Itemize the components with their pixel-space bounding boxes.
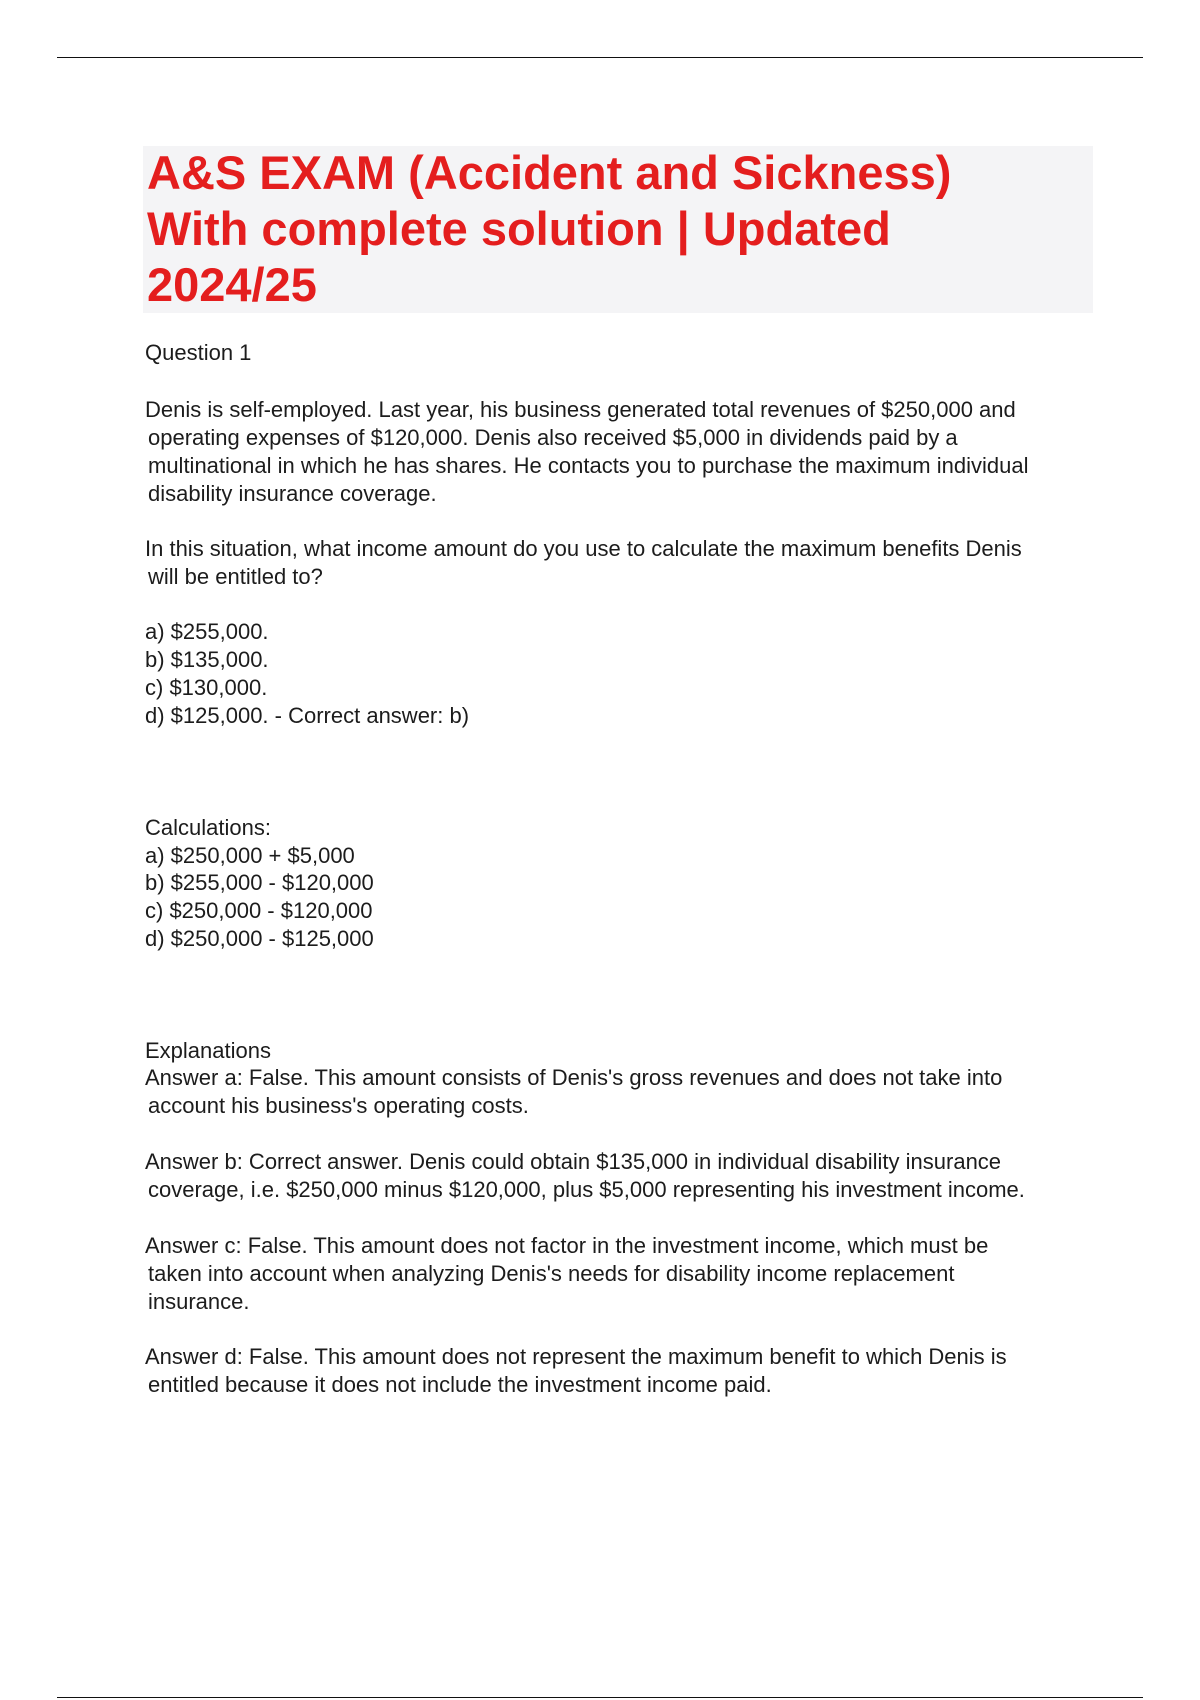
explanation-a-line: Answer a: False. This amount consists of Denis's gross revenues and does not take into — [145, 1065, 1003, 1090]
explanation-c-line: taken into account when analyzing Denis's needs for disability income replacement — [148, 1261, 955, 1286]
explanation-d-line: entitled because it does not include the investment income paid. — [148, 1372, 772, 1397]
question-text-line: multinational in which he has shares. He contacts you to purchase the maximum individual — [148, 453, 1029, 478]
answer-option-c: c) $130,000. — [145, 675, 268, 700]
question-text-line: operating expenses of $120,000. Denis also received $5,000 in dividends paid by a — [148, 425, 958, 450]
answer-option-b: b) $135,000. — [145, 647, 269, 672]
explanation-b-line: coverage, i.e. $250,000 minus $120,000, plus $5,000 representing his investment income. — [148, 1177, 1025, 1202]
question-prompt-line: will be entitled to? — [148, 564, 323, 589]
answer-option-a: a) $255,000. — [145, 619, 269, 644]
explanation-c-line: insurance. — [148, 1289, 250, 1314]
document-title-line-3: 2024/25 — [147, 258, 317, 311]
explanation-a-line: account his business's operating costs. — [148, 1093, 529, 1118]
calculation-line-a: a) $250,000 + $5,000 — [145, 843, 355, 868]
explanation-b-line: Answer b: Correct answer. Denis could obtain $135,000 in individual disability insurance — [145, 1149, 1002, 1174]
explanation-c-line: Answer c: False. This amount does not factor in the investment income, which must be — [145, 1233, 989, 1258]
question-label: Question 1 — [145, 340, 252, 365]
question-text-line: Denis is self-employed. Last year, his business generated total revenues of $250,000 and — [145, 397, 1016, 422]
answer-option-d: d) $125,000. - Correct answer: b) — [145, 703, 470, 728]
explanations-heading: Explanations — [145, 1038, 271, 1063]
document-title-line-2: With complete solution | Updated — [147, 202, 891, 255]
calculation-line-c: c) $250,000 - $120,000 — [145, 898, 373, 923]
top-rule — [57, 57, 1143, 58]
question-prompt-line: In this situation, what income amount do you use to calculate the maximum benefits Denis — [145, 536, 1022, 561]
explanation-d-line: Answer d: False. This amount does not represent the maximum benefit to which Denis is — [145, 1344, 1007, 1369]
calculation-line-b: b) $255,000 - $120,000 — [145, 870, 374, 895]
question-text-line: disability insurance coverage. — [148, 481, 437, 506]
calculation-line-d: d) $250,000 - $125,000 — [145, 926, 374, 951]
document-title-line-1: A&S EXAM (Accident and Sickness) — [147, 146, 952, 199]
calculations-heading: Calculations: — [145, 815, 271, 840]
bottom-rule — [57, 1697, 1143, 1698]
